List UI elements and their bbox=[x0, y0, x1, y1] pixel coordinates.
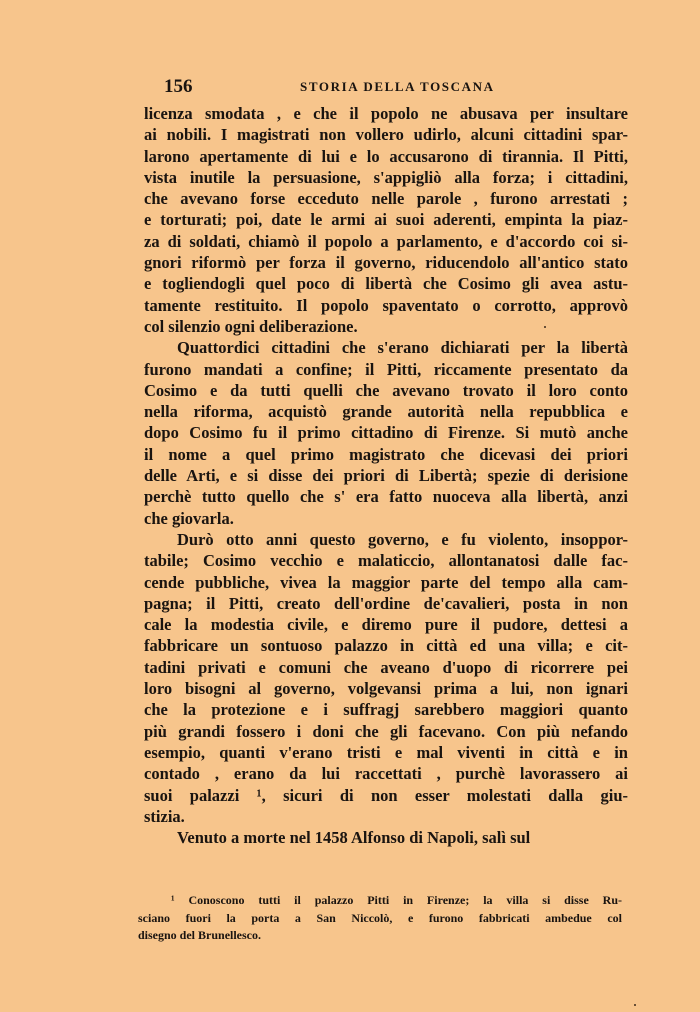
text-line: suoi palazzi ¹, sicuri di non esser molestati dalla giu- bbox=[144, 785, 628, 805]
text-line: e torturati; poi, date le armi ai suoi aderenti, empinta la piaz- bbox=[144, 210, 628, 230]
text-line: stizia. bbox=[144, 806, 185, 826]
text-line: e togliendogli quel poco di libertà che Cosimo gli avea astu- bbox=[144, 274, 628, 294]
footnote-line: disegno del Brunellesco. bbox=[138, 928, 262, 942]
text-line: col silenzio ogni deliberazione. bbox=[144, 316, 358, 336]
footnote-line: sciano fuori la porta a San Niccolò, e furono fabbricati ambedue col bbox=[138, 910, 622, 925]
text-line: nella riforma, acquistò grande autorità nella repubblica e bbox=[144, 402, 628, 422]
text-line: tadini privati e comuni che aveano d'uopo di ricorrere pei bbox=[144, 657, 628, 677]
paragraph bbox=[144, 103, 628, 337]
text-line: che giovarla. bbox=[144, 508, 234, 528]
text-line: vista inutile la persuasione, s'appigliò alla forza; i cittadini, bbox=[144, 167, 628, 187]
paper-speck bbox=[544, 326, 546, 328]
text-line: delle Arti, e si disse dei priori di Libertà; spezie di derisione bbox=[144, 466, 628, 486]
page-header bbox=[140, 76, 630, 100]
text-line: perchè tutto quello che s' era fatto nuoceva alla libertà, anzi bbox=[144, 487, 628, 507]
paragraph bbox=[144, 337, 628, 529]
text-line: tabile; Cosimo vecchio e malaticcio, allontanatosi dalle fac- bbox=[144, 551, 628, 571]
body-text bbox=[144, 103, 628, 848]
text-line: cende pubbliche, vivea la maggior parte del tempo alla cam- bbox=[144, 572, 628, 592]
text-line: dopo Cosimo fu il primo cittadino di Firenze. Si mutò anche bbox=[144, 423, 628, 443]
text-line: che la protezione e i suffragj sarebbero maggiori quanto bbox=[144, 700, 628, 720]
text-line: Cosimo e da tutti quelli che avevano trovato il loro conto bbox=[144, 380, 628, 400]
text-line: pagna; il Pitti, creato dell'ordine de'cavalieri, posta in non bbox=[144, 593, 628, 613]
text-line: za di soldati, chiamò il popolo a parlamento, e d'accordo coi si- bbox=[144, 231, 628, 251]
text-line: più grandi fossero i doni che gli facevano. Con più nefando bbox=[144, 721, 628, 741]
footnotes bbox=[138, 892, 622, 945]
text-line: tamente restituito. Il popolo spaventato o corrotto, approvò bbox=[144, 295, 628, 315]
text-line: licenza smodata , e che il popolo ne abusava per insultare bbox=[144, 104, 628, 123]
text-line: larono apertamente di lui e lo accusarono di tirannia. Il Pitti, bbox=[144, 146, 628, 166]
paper-speck bbox=[634, 1004, 636, 1006]
text-line: esempio, quanti v'erano tristi e mal viventi in città e in bbox=[144, 742, 628, 762]
text-line: contado , erano da lui raccettati , purchè lavorassero ai bbox=[144, 764, 628, 784]
running-title: STORIA DELLA TOSCANA bbox=[300, 79, 495, 94]
footnote-line: ¹ Conoscono tutti il palazzo Pitti in Firenze; la villa si disse Ru- bbox=[171, 893, 622, 907]
text-line: il nome a quel primo magistrato che dicevasi dei priori bbox=[144, 444, 628, 464]
text-line: furono mandati a confine; il Pitti, riccamente presentato da bbox=[144, 359, 628, 379]
paragraph bbox=[144, 529, 628, 827]
text-line: che avevano forse ecceduto nelle parole , furono arrestati ; bbox=[144, 189, 628, 209]
text-line: Venuto a morte nel 1458 Alfonso di Napoli, salì sul bbox=[177, 828, 531, 848]
text-line: Durò otto anni questo governo, e fu violento, insoppor- bbox=[177, 529, 628, 549]
text-line: Quattordici cittadini che s'erano dichiarati per la libertà bbox=[177, 338, 628, 358]
text-line: loro bisogni al governo, volgevansi prima a lui, non ignari bbox=[144, 679, 628, 699]
paragraph bbox=[144, 827, 628, 848]
text-line: gnori riformò per forza il governo, riducendolo all'antico stato bbox=[144, 253, 628, 273]
text-line: cale la modestia civile, e diremo pure il pudore, dettesi a bbox=[144, 615, 628, 635]
text-line: fabbricare un sontuoso palazzo in città ed una villa; e cit- bbox=[144, 636, 628, 656]
text-line: ai nobili. I magistrati non vollero udirlo, alcuni cittadini spar- bbox=[144, 125, 628, 145]
page-number: 156 bbox=[164, 76, 193, 97]
